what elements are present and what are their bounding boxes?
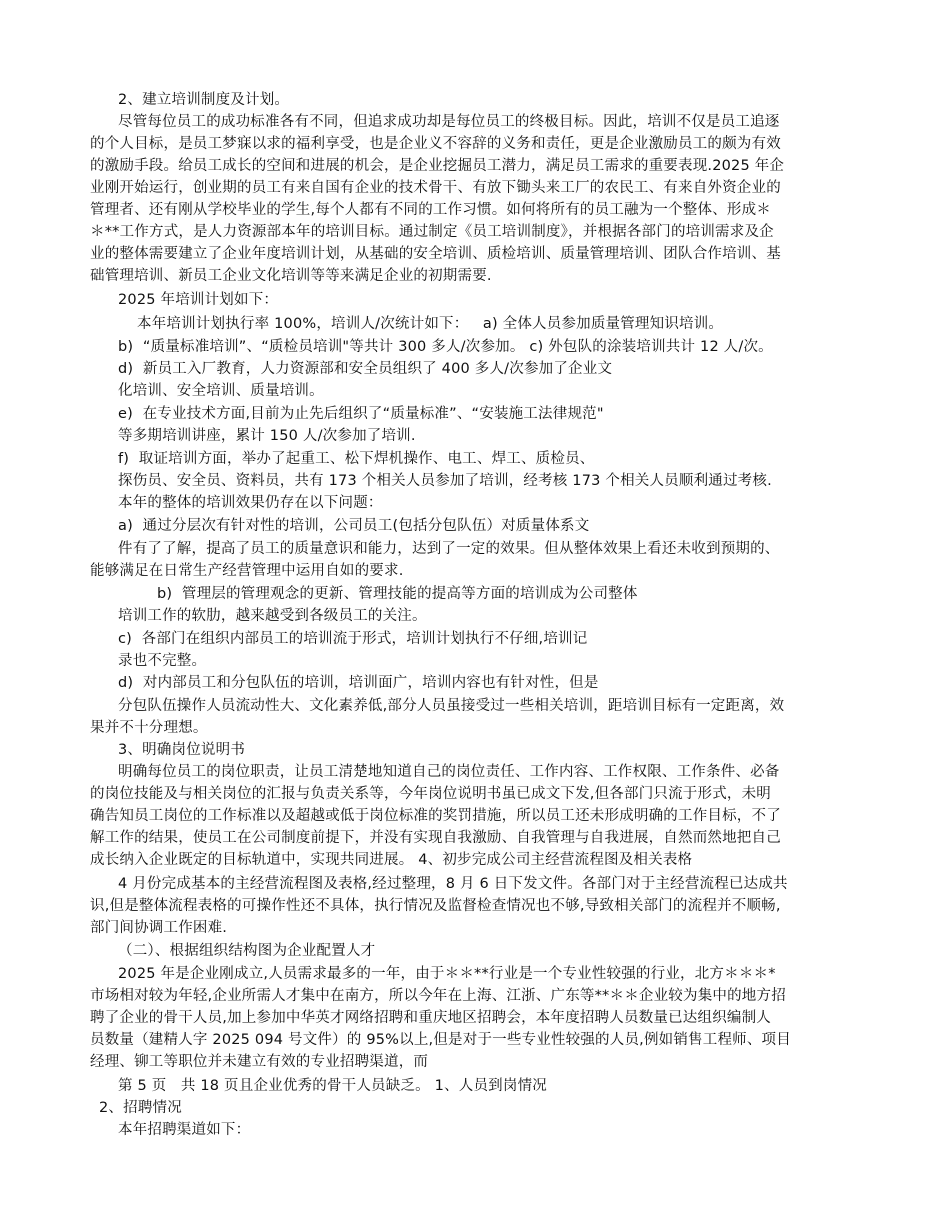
plan-heading: 2025 年培训计划如下： [118,292,279,308]
list-item: b) 管理层的管理观念的更新、管理技能的提高等方面的培训成为公司整体 [157,586,638,602]
paragraph-line: 员数量（建精人字 2025 094 号文件）的 95%以上,但是对于一些专业性较强的人员,例如销售工程师、项目 [90,1032,791,1048]
paragraph-line: 解工作的结果，使员工在公司制度前提下，并没有实现自我激励、自我管理与自我进展，自然而然地把自己 [90,830,781,846]
list-item-continued: 能够满足在日常生产经营管理中运用自如的要求. [90,563,404,579]
section-heading-talent-allocation: （二）、根据组织结构图为企业配置人才 [118,943,376,959]
paragraph-line: 业的整体需要建立了企业年度培训计划，从基础的安全培训、质检培训、质量管理培训、团队合作培训、基 [90,246,781,262]
paragraph-line: 本年招聘渠道如下： [118,1122,251,1138]
list-item-continued: 培训工作的软肋，越来越受到各级员工的关注。 [118,608,427,624]
paragraph-line: 尽管每位员工的成功标准各有不同，但追求成功却是每位员工的终极目标。因此，培训不仅是员工追逐 [118,114,780,130]
paragraph-line: ＊**工作方式，是人力资源部本年的培训目标。通过制定《员工培训制度》，并根据各部门的培训需求及企 [90,224,774,240]
paragraph-line: 4 月份完成基本的主经营流程图及表格,经过整理，8 月 6 日下发文件。各部门对于主经营流程已达成共 [118,876,788,892]
paragraph-line: 市场相对较为年轻,企业所需人才集中在南方，所以今年在上海、江浙、广东等**＊＊企业较为集中的地方招 [90,988,786,1004]
paragraph-line: 明确每位员工的岗位职责，让员工清楚地知道自己的岗位责任、工作内容、工作权限、工作条件、必备 [118,764,780,780]
list-item-continued: 件有了了解，提高了员工的质量意识和能力，达到了一定的效果。但从整体效果上看还未收到预期的、 [118,541,780,557]
list-item: a) 通过分层次有针对性的培训，公司员工(包括分包队伍）对质量体系文 [118,518,590,534]
paragraph-line: 础管理培训、新员工企业文化培训等等来满足企业的初期需要. [90,268,492,284]
list-item-continued: 等多期培训讲座，累计 150 人/次参加了培训. [118,428,416,444]
list-item: e) 在专业技术方面,目前为止先后组织了“质量标准”、“安装施工法律规范" [118,406,604,422]
paragraph-line: 识,但是整体流程表格的可操作性还不具体，执行情况及监督检查情况也不够,导致相关部门的流程并不顺畅, [90,898,781,914]
section-heading-job-description: 3、明确岗位说明书 [118,742,246,758]
paragraph-line: 成长纳入企业既定的目标轨道中，实现共同进展。 4、初步完成公司主经营流程图及相关表格 [90,852,693,868]
paragraph-line: 部门间协调工作困难. [90,920,228,936]
list-item-continued: 化培训、安全培训、质量培训。 [118,383,324,399]
list-item: f) 取证培训方面，举办了起重工、松下焊机操作、电工、焊工、质检员、 [118,451,595,467]
list-item: 本年培训计划执行率 100%，培训人/次统计如下： a) 全体人员参加质量管理知识培训。 [137,316,724,332]
paragraph-line: 的岗位技能及与相关岗位的汇报与负责关系等，今年岗位说明书虽已成文下发,但各部门只流于形式，未明 [90,786,772,802]
list-item-continued: 分包队伍操作人员流动性大、文化素养低,部分人员虽接受过一些相关培训，距培训目标有一定距离，效 [118,698,785,714]
paragraph-line: 业刚开始运行，创业期的员工有来自国有企业的技术骨干、有放下锄头来工厂的农民工、有来自外资企业的 [90,180,781,196]
paragraph-line: 管理者、还有刚从学校毕业的学生,每个人都有不同的工作习惯。如何将所有的员工融为一个整体、形成＊ [90,202,772,218]
list-item: d) 新员工入厂教育，人力资源部和安全员组织了 400 多人/次参加了企业文 [118,361,613,377]
paragraph-line: 的激励手段。给员工成长的空间和进展的机会，是企业挖掘员工潜力，满足员工需求的重要表现.2025 年企 [90,158,785,174]
list-item: d) 对内部员工和分包队伍的培训，培训面广，培训内容也有针对性，但是 [118,675,599,691]
list-item-continued: 录也不完整。 [118,653,207,669]
problems-heading: 本年的整体的培训效果仍存在以下问题： [118,495,383,511]
list-item: c) 各部门在组织内部员工的培训流于形式，培训计划执行不仔细,培训记 [118,631,588,647]
list-item: b) “质量标准培训”、“质检员培训"等共计 300 多人/次参加。 c) 外包队的涂装培训共计 12 人/次。 [118,339,773,355]
paragraph-line: 聘了企业的骨干人员,加上参加中华英才网络招聘和重庆地区招聘会，本年度招聘人员数量已达组织编制人 [90,1010,772,1026]
paragraph-line: 的个人目标，是员工梦寐以求的福利享受，也是企业义不容辞的义务和责任，更是企业激励员工的颇为有效 [90,136,781,152]
section-heading-training-system: 2、建立培训制度及计划。 [118,92,290,108]
list-item-continued: 探伤员、安全员、资料员，共有 173 个相关人员参加了培训，经考核 173 个相关人员顺利通过考核. [118,473,772,489]
paragraph-line: 2025 年是企业刚成立,人员需求最多的一年，由于＊＊**行业是一个专业性较强的行业，北方＊＊＊* [118,966,776,982]
paragraph-line: 确告知员工岗位的工作标准以及超越或低于岗位标准的奖罚措施，所以员工还未形成明确的工作目标，不了 [90,808,781,824]
section-heading-recruitment: 2、招聘情况 [99,1100,182,1116]
page-footer-line: 第 5 页 共 18 页且企业优秀的骨干人员缺乏。 1、人员到岗情况 [118,1078,547,1094]
paragraph-line: 经理、铆工等职位并未建立有效的专业招聘渠道，而 [90,1054,429,1070]
list-item-continued: 果并不十分理想。 [90,720,208,736]
